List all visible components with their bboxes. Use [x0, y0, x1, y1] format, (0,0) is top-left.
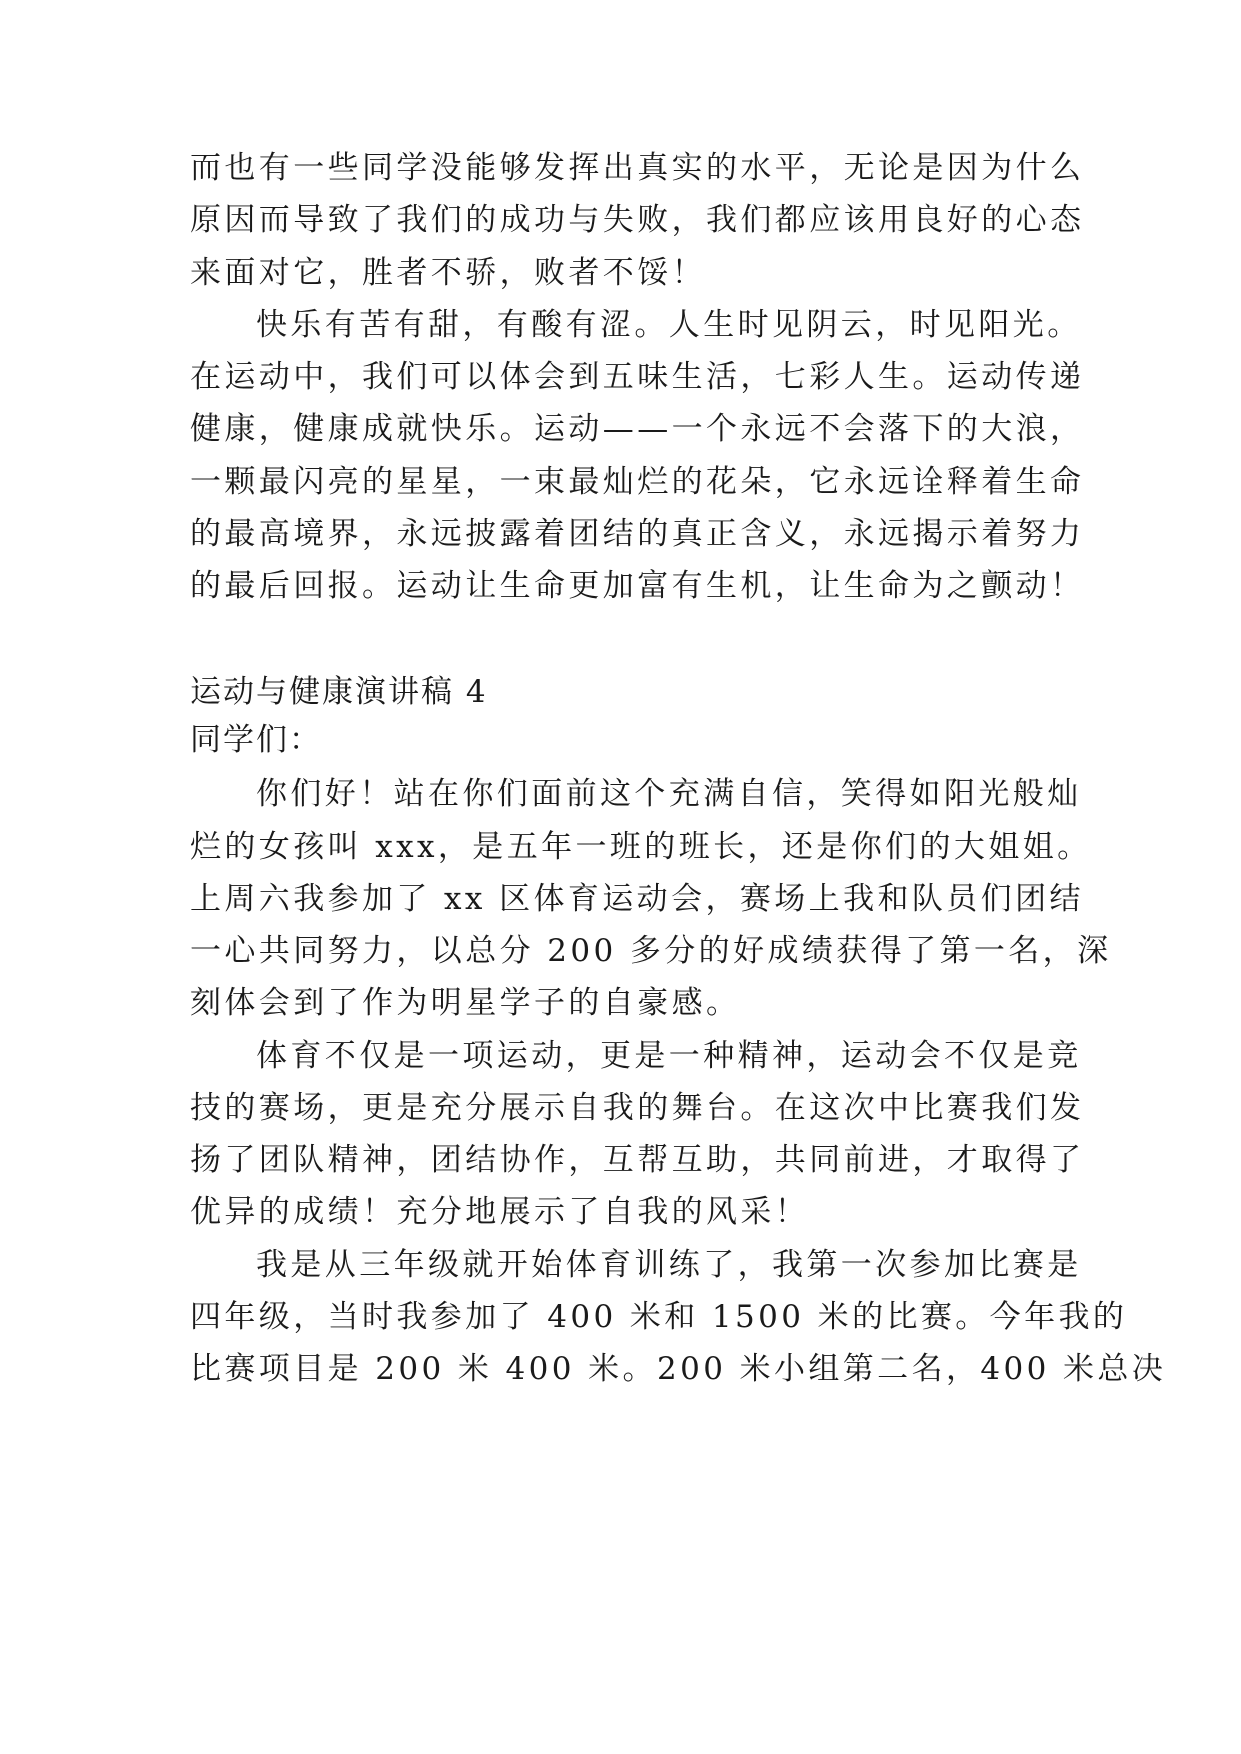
salutation: 同学们： [190, 722, 322, 758]
paragraph-3-line-1: 你们好！站在你们面前这个充满自信，笑得如阳光般灿 [256, 776, 1082, 812]
paragraph-3-line-5: 刻体会到了作为明星学子的自豪感。 [190, 985, 741, 1021]
paragraph-4-line-3: 扬了团队精神，团结协作，互帮互助，共同前进，才取得了 [190, 1142, 1085, 1178]
paragraph-2-line-6: 的最后回报。运动让生命更加富有生机，让生命为之颤动！ [190, 568, 1085, 604]
paragraph-4-line-4: 优异的成绩！充分地展示了自我的风采！ [190, 1194, 810, 1230]
paragraph-2-line-2: 在运动中，我们可以体会到五味生活，七彩人生。运动传递 [190, 359, 1085, 395]
paragraph-1-line-1: 而也有一些同学没能够发挥出真实的水平，无论是因为什么 [190, 150, 1085, 186]
paragraph-2-line-5: 的最高境界，永远披露着团结的真正含义，永远揭示着努力 [190, 516, 1085, 552]
paragraph-2-line-1: 快乐有苦有甜，有酸有涩。人生时见阴云，时见阳光。 [256, 307, 1082, 343]
paragraph-3-line-2: 烂的女孩叫 xxx，是五年一班的班长，还是你们的大姐姐。 [190, 829, 1092, 865]
paragraph-1-line-2: 原因而导致了我们的成功与失败，我们都应该用良好的心态 [190, 202, 1085, 238]
paragraph-5-line-2: 四年级，当时我参加了 400 米和 1500 米的比赛。今年我的 [190, 1299, 1128, 1335]
paragraph-2-line-4: 一颗最闪亮的星星，一束最灿烂的花朵，它永远诠释着生命 [190, 464, 1085, 500]
paragraph-3-line-4: 一心共同努力，以总分 200 多分的好成绩获得了第一名，深 [190, 933, 1112, 969]
paragraph-4-line-1: 体育不仅是一项运动，更是一种精神，运动会不仅是竞 [256, 1038, 1082, 1074]
paragraph-5-line-1: 我是从三年级就开始体育训练了，我第一次参加比赛是 [256, 1247, 1082, 1283]
paragraph-4-line-2: 技的赛场，更是充分展示自我的舞台。在这次中比赛我们发 [190, 1090, 1085, 1126]
paragraph-3-line-3: 上周六我参加了 xx 区体育运动会，赛场上我和队员们团结 [190, 881, 1084, 917]
paragraph-2-line-3: 健康，健康成就快乐。运动——一个永远不会落下的大浪， [190, 411, 1085, 447]
paragraph-5-line-3: 比赛项目是 200 米 400 米。200 米小组第二名，400 米总决 [190, 1351, 1167, 1387]
section-heading: 运动与健康演讲稿 4 [190, 674, 488, 710]
paragraph-1-line-3: 来面对它，胜者不骄，败者不馁！ [190, 255, 706, 291]
